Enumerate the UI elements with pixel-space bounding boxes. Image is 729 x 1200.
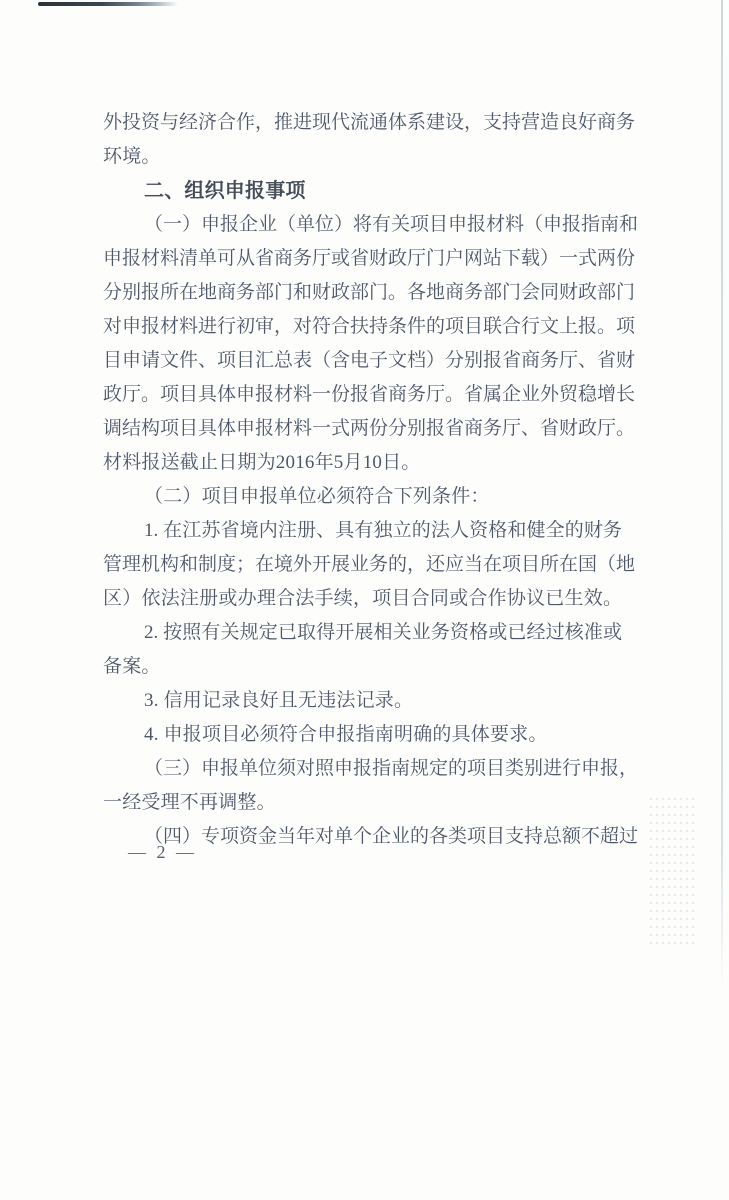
scan-streak-artifact [38,2,178,6]
text-line: 对申报材料进行初审，对符合扶持条件的项目联合行文上报。项 [103,316,636,337]
page-number: — 2 — [128,842,197,862]
text-line: 材料报送截止日期为2016年5月10日。 [103,452,421,473]
text-line: 1. 在江苏省境内注册、具有独立的法人资格和健全的财务 [144,520,622,541]
text-line: 3. 信用记录良好且无违法记录。 [144,690,414,711]
text-line: 区）依法注册或办理合法手续，项目合同或合作协议已生效。 [103,588,622,609]
text-line: 环境。 [103,146,161,167]
text-line: 一经受理不再调整。 [103,792,276,813]
text-line: 4. 申报项目必须符合申报指南明确的具体要求。 [144,724,548,745]
scan-noise-patch [648,795,694,945]
section-heading: 二、组织申报事项 [144,180,306,202]
text-line: 目申请文件、项目汇总表（含电子文档）分别报省商务厅、省财 [103,350,636,371]
document-text-block [103,106,639,854]
scan-edge-line-artifact [721,0,723,992]
text-line: 申报材料清单可从省商务厅或省财政厅门户网站下载）一式两份 [103,248,636,269]
text-line: 外投资与经济合作，推进现代流通体系建设，支持营造良好商务 [103,112,636,133]
text-line: 分别报所在地商务部门和财政部门。各地商务部门会同财政部门 [103,282,636,303]
text-line: （一）申报企业（单位）将有关项目申报材料（申报指南和 [144,214,639,235]
text-line: （三）申报单位须对照申报指南规定的项目类别进行申报， [144,758,639,779]
text-line: 管理机构和制度；在境外开展业务的，还应当在项目所在国（地 [103,554,636,575]
text-line: （二）项目申报单位必须符合下列条件： [144,486,490,507]
text-line: 2. 按照有关规定已取得开展相关业务资格或已经过核准或 [144,622,622,643]
text-line: （四）专项资金当年对单个企业的各类项目支持总额不超过 [144,826,639,847]
text-line: 备案。 [103,656,161,677]
text-line: 政厅。项目具体申报材料一份报省商务厅。省属企业外贸稳增长 [103,384,636,405]
text-line: 调结构项目具体申报材料一式两份分别报省商务厅、省财政厅。 [103,418,636,439]
